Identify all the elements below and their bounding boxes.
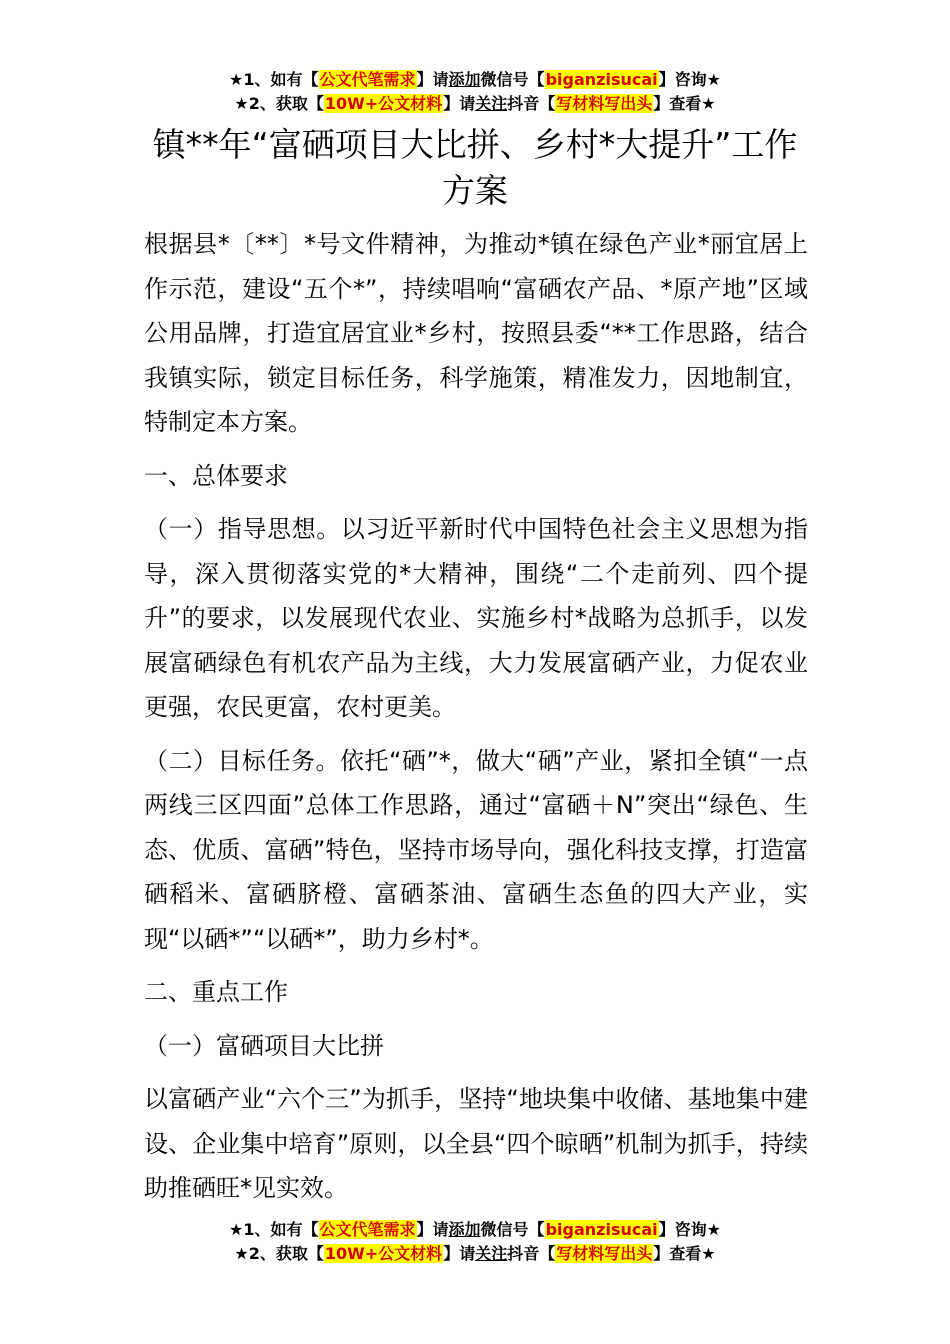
promo-text: ★1、如有【	[229, 70, 319, 89]
bottom-promo-banner	[0, 1218, 950, 1266]
promo-highlight: 10W+公文材料	[324, 94, 443, 113]
promo-underline: 添加	[448, 1220, 481, 1239]
promo-line-1	[0, 1218, 950, 1242]
promo-highlight: biganzisucai	[545, 70, 658, 89]
promo-line-1	[0, 68, 950, 92]
promo-text: 】请	[416, 1220, 449, 1239]
document-body	[144, 222, 808, 1220]
guiding-thought-paragraph: （一）指导思想。以习近平新时代中国特色社会主义思想为指导，深入贯彻落实党的*大精神，围绕“二个走前列、四个提升”的要求，以发展现代农业、实施乡村*战略为总抓手，以发展富硒绿色有机农产品为主线，大力发展富硒产业，力促农业更强，农民更富，农村更美。	[144, 515, 808, 721]
promo-text: ★2、获取【	[234, 1244, 324, 1263]
intro-paragraph: 根据县*〔**〕*号文件精神，为推动*镇在绿色产业*丽宜居上作示范，建设“五个*”，持续唱响“富硒农产品、*原产地”区域公用品牌，打造宜居宜业*乡村，按照县委“**工作思路，结合我镇实际，锁定目标任务，科学施策，精准发力，因地制宜，特制定本方案。	[144, 230, 808, 436]
promo-text: 】请	[443, 94, 476, 113]
promo-text: 】请	[443, 1244, 476, 1263]
promo-text: 微信号【	[480, 1220, 545, 1239]
promo-text: 】咨询★	[658, 70, 721, 89]
promo-text: 抖音【	[507, 1244, 556, 1263]
promo-text: 抖音【	[507, 94, 556, 113]
promo-highlight: 写材料写出头	[556, 1244, 653, 1263]
top-promo-banner	[0, 68, 950, 116]
promo-highlight: 公文代笔需求	[319, 1220, 416, 1239]
promo-text: 微信号【	[480, 70, 545, 89]
section-heading-overall: 一、总体要求	[144, 461, 288, 490]
promo-highlight: biganzisucai	[545, 1220, 658, 1239]
promo-underline: 关注	[475, 1244, 508, 1263]
promo-highlight: 10W+公文材料	[324, 1244, 443, 1263]
promo-text: ★2、获取【	[234, 94, 324, 113]
section-heading-key-work: 二、重点工作	[144, 978, 288, 1006]
selenium-projects-paragraph: 以富硒产业“六个三”为抓手，坚持“地块集中收储、基地集中建设、企业集中培育”原则，以全县“四个晾晒”机制为抓手，持续助推硒旺*见实效。	[144, 1085, 808, 1202]
promo-text: 】咨询★	[658, 1220, 721, 1239]
subheading-selenium-projects: （一）富硒项目大比拼	[144, 1031, 384, 1060]
promo-underline: 添加	[448, 70, 481, 89]
promo-underline: 关注	[475, 94, 508, 113]
promo-text: 】查看★	[653, 94, 716, 113]
target-tasks-paragraph: （二）目标任务。依托“硒”*，做大“硒”产业，紧扣全镇“一点两线三区四面”总体工作思路，通过“富硒＋N”突出“绿色、生态、优质、富硒”特色，坚持市场导向，强化科技支撑，打造富硒稻米、富硒脐橙、富硒茶油、富硒生态鱼的四大产业，实现“以硒*”“以硒*”，助力乡村*。	[144, 746, 808, 953]
promo-highlight: 公文代笔需求	[319, 70, 416, 89]
promo-highlight: 写材料写出头	[556, 94, 653, 113]
promo-text: 】请	[416, 70, 449, 89]
promo-line-2	[0, 92, 950, 116]
promo-text: ★1、如有【	[229, 1220, 319, 1239]
promo-line-2	[0, 1242, 950, 1266]
promo-text: 】查看★	[653, 1244, 716, 1263]
document-title: 镇**年“富硒项目大比拼、乡村*大提升”工作方案	[152, 125, 798, 210]
